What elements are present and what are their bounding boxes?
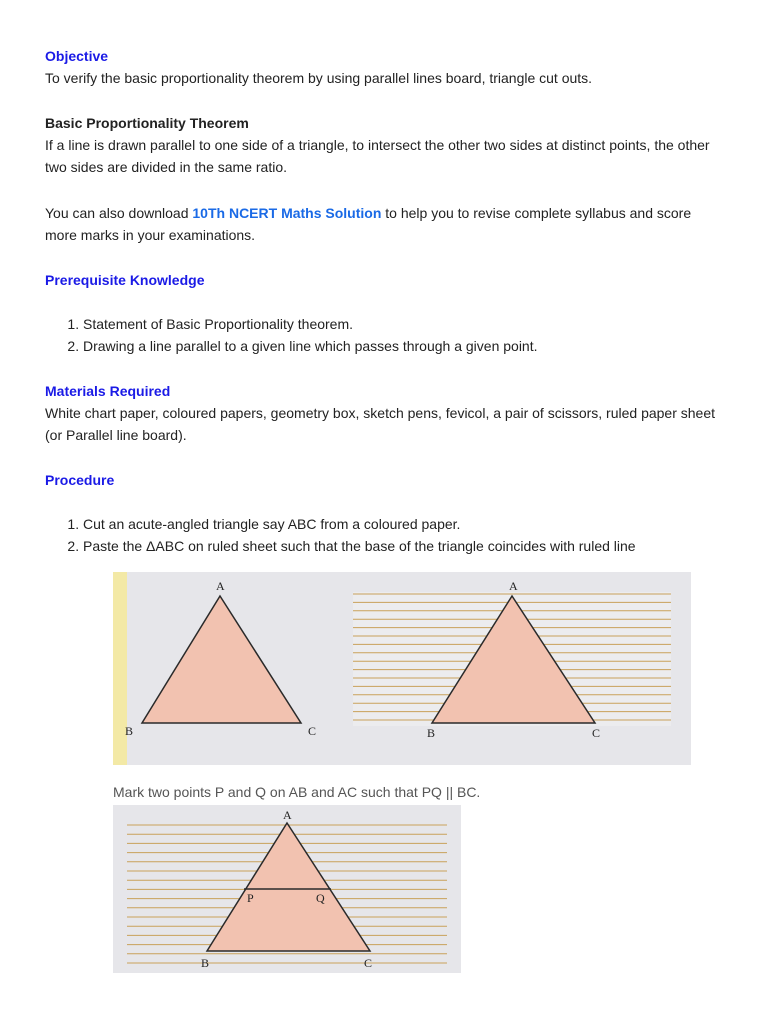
list-item: 1. Statement of Basic Proportionality theorem. [83, 313, 725, 335]
vertex-label-a: A [509, 579, 518, 593]
download-section [45, 202, 725, 246]
prerequisite-list [0, 313, 725, 357]
document-body [45, 46, 725, 557]
download-text [45, 202, 725, 246]
vertex-label-b: B [125, 724, 134, 738]
list-item: 2. Drawing a line parallel to a given line which passes through a given point. [83, 335, 725, 357]
list-item: 2. Paste the ΔABC on ruled sheet such that the base of the triangle coincides with ruled line [83, 535, 725, 557]
vertex-label-a: A [216, 579, 225, 593]
materials-heading: Materials Required [45, 383, 171, 399]
prerequisite-list-wrap [45, 313, 725, 357]
objective-section [45, 46, 725, 89]
point-label-q: Q [316, 891, 325, 905]
procedure-section [45, 470, 725, 491]
materials-section [45, 381, 725, 446]
prerequisite-section [45, 270, 725, 291]
vertex-label-c: C [592, 726, 601, 740]
list-item: 1. Cut an acute-angled triangle say ABC from a coloured paper. [83, 513, 725, 535]
download-text-before: You can also download [45, 205, 193, 221]
theorem-section [45, 113, 725, 178]
ncert-solution-link[interactable]: 10Th NCERT Maths Solution [192, 205, 382, 221]
vertex-label-c: C [364, 956, 373, 970]
materials-text: White chart paper, coloured papers, geometry box, sketch pens, fevicol, a pair of scissors, ruled paper sheet (or Parallel line board). [45, 405, 716, 443]
point-label-p: P [247, 891, 254, 905]
triangle-pq-figure [113, 805, 461, 973]
objective-heading: Objective [45, 48, 109, 64]
prerequisite-heading: Prerequisite Knowledge [45, 272, 205, 288]
figure-caption: Mark two points P and Q on AB and AC such that PQ || BC. [113, 784, 481, 800]
theorem-text: If a line is drawn parallel to one side of a triangle, to intersect the other two sides at distinct points, the other two sides are divided in the same ratio. [45, 137, 710, 175]
vertex-label-b: B [427, 726, 436, 740]
procedure-heading: Procedure [45, 472, 115, 488]
procedure-list-wrap [45, 513, 725, 557]
vertex-label-a: A [283, 808, 292, 822]
vertex-label-b: B [201, 956, 210, 970]
objective-text: To verify the basic proportionality theorem by using parallel lines board, triangle cut outs. [45, 70, 593, 86]
triangle-figure-pair [113, 572, 691, 765]
theorem-heading: Basic Proportionality Theorem [45, 115, 249, 131]
vertex-label-c: C [308, 724, 317, 738]
procedure-list [0, 513, 725, 557]
download-text-after: to help you to revise complete syllabus and score more marks in your examinations. [45, 205, 692, 243]
